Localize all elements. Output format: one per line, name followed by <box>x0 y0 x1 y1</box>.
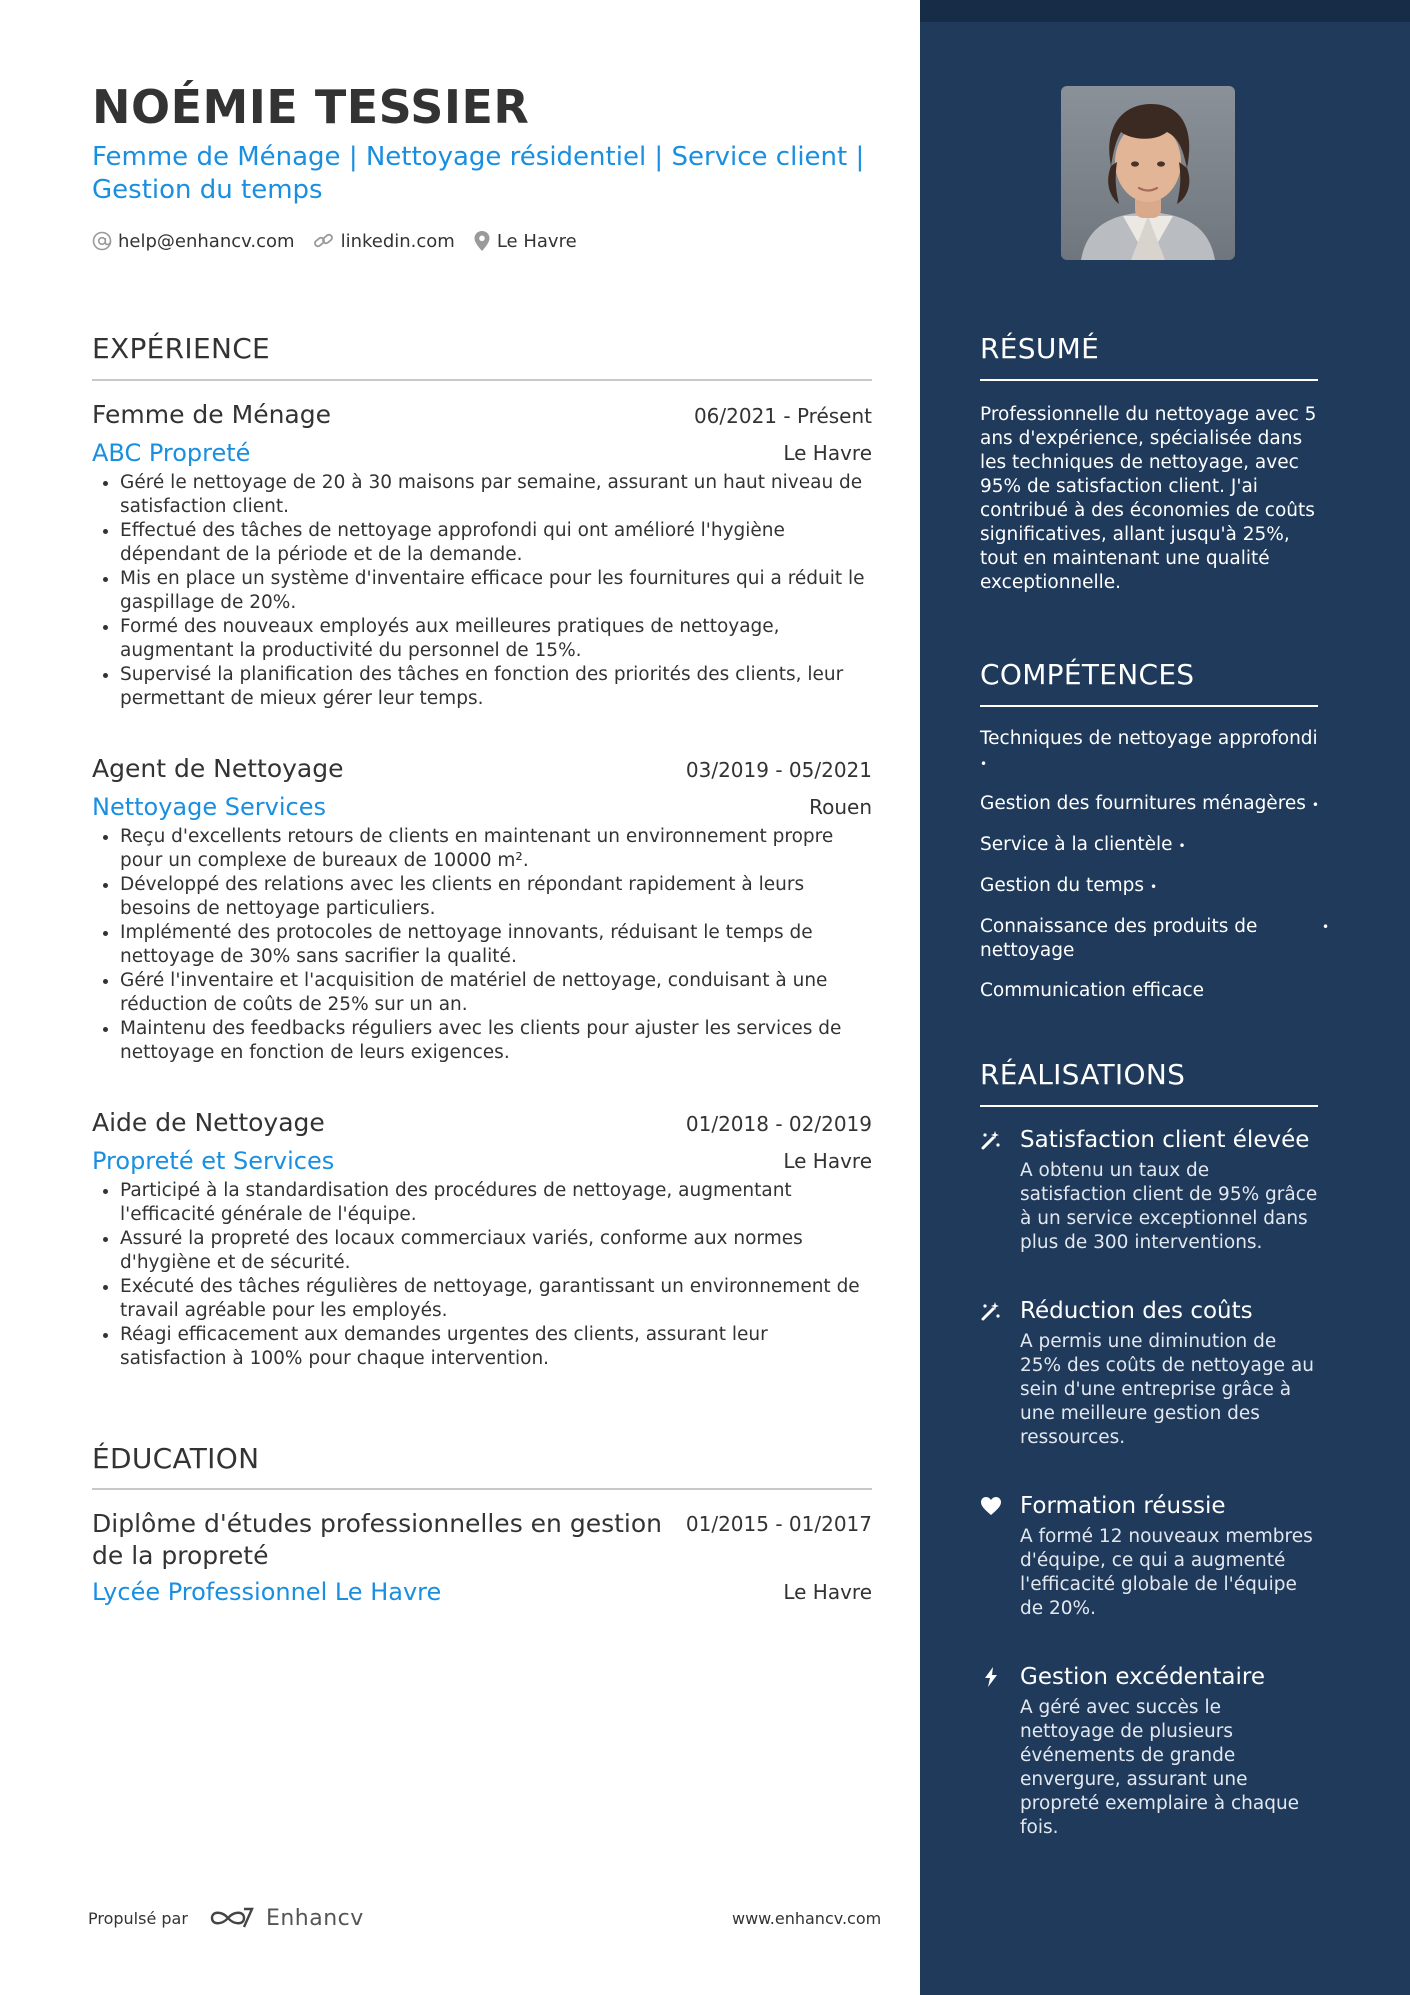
job-dates: 01/2018 - 02/2019 <box>685 1112 872 1136</box>
job-bullet: • Assuré la propreté des locaux commerciaux variés, conforme aux normes d'hygiène et de sécurité. <box>120 1227 872 1275</box>
job-bullet: • Formé des nouveaux employés aux meilleures pratiques de nettoyage, augmentant la productivité du personnel de 15%. <box>120 615 872 663</box>
wand-icon <box>980 1300 1002 1322</box>
top-accent-bar <box>920 0 1410 22</box>
job-bullets <box>92 471 872 711</box>
contact-bar <box>92 230 595 252</box>
candidate-name: NOÉMIE TESSIER <box>92 80 530 134</box>
job-bullets <box>92 825 872 1065</box>
location-text: Le Havre <box>496 230 577 252</box>
link-icon <box>313 231 335 251</box>
enhancv-logo-icon <box>208 1905 256 1931</box>
job-bullet: • Implémenté des protocoles de nettoyage innovants, réduisant le temps de nettoyage de 30% sans sacrifier la qualité. <box>120 921 872 969</box>
education-school: Lycée Professionnel Le Havre <box>92 1578 442 1606</box>
profile-portrait <box>1061 86 1235 260</box>
achievement-item <box>980 1491 1330 1621</box>
education-degree: Diplôme d'études professionnelles en gestion de la propreté <box>92 1509 662 1570</box>
job-bullets <box>92 1179 872 1371</box>
at-icon <box>92 231 112 251</box>
wand-icon <box>980 1129 1002 1151</box>
skill-separator-dot: • <box>980 757 988 771</box>
skill-separator-dot: • <box>1149 880 1158 894</box>
skill-label: Service à la clientèle <box>980 834 1173 855</box>
footer-website[interactable]: www.enhancv.com <box>732 1909 882 1928</box>
contact-email[interactable] <box>92 231 295 252</box>
skill-separator-dot: • <box>1322 920 1330 934</box>
job-company: Propreté et Services <box>92 1147 335 1175</box>
contact-location <box>473 230 577 252</box>
achievement-desc: A obtenu un taux de satisfaction client de 95% grâce à un service exceptionnel dans plus de 300 interventions. <box>1020 1160 1318 1253</box>
skill-item <box>980 979 1330 1003</box>
job-role: Aide de Nettoyage <box>92 1108 325 1137</box>
education-heading: ÉDUCATION <box>92 1442 260 1475</box>
job-entry <box>92 754 872 1065</box>
job-bullet: • Participé à la standardisation des procédures de nettoyage, augmentant l'efficacité générale de l'équipe. <box>120 1179 872 1227</box>
skill-label: Gestion du temps <box>980 875 1145 896</box>
achievement-title: Gestion excédentaire <box>1020 1664 1266 1690</box>
job-bullet: • Géré le nettoyage de 20 à 30 maisons par semaine, assurant un haut niveau de satisfaction client. <box>120 471 872 519</box>
enhancv-logo[interactable] <box>208 1905 364 1931</box>
achievements-divider <box>980 1105 1318 1107</box>
candidate-title: Femme de Ménage | Nettoyage résidentiel | Service client | Gestion du temps <box>92 142 865 205</box>
job-bullet: • Supervisé la planification des tâches en fonction des priorités des clients, leur permettant de mieux gérer leur temps. <box>120 663 872 711</box>
job-location: Rouen <box>809 795 872 819</box>
job-bullet: • Effectué des tâches de nettoyage approfondi qui ont amélioré l'hygiène dépendant de la période et de la demande. <box>120 519 872 567</box>
education-entry <box>92 1508 872 1606</box>
achievement-item <box>980 1125 1330 1255</box>
skill-item <box>980 727 1330 776</box>
job-dates: 03/2019 - 05/2021 <box>685 758 872 782</box>
experience-divider <box>92 379 872 381</box>
summary-heading: RÉSUMÉ <box>980 332 1100 365</box>
skill-label: Gestion des fournitures ménagères <box>980 793 1306 814</box>
achievement-title: Réduction des coûts <box>1020 1298 1253 1324</box>
skill-label: Techniques de nettoyage approfondi <box>980 728 1318 749</box>
skill-separator-dot: • <box>1311 798 1319 812</box>
heart-icon <box>980 1495 1002 1517</box>
skill-item <box>980 792 1330 817</box>
job-entry <box>92 400 872 711</box>
achievement-desc: A géré avec succès le nettoyage de plusieurs événements de grande envergure, assurant une propreté exemplaire à chaque fois. <box>1020 1697 1300 1838</box>
skill-item <box>980 915 1330 963</box>
job-role: Agent de Nettoyage <box>92 754 344 783</box>
achievement-item <box>980 1296 1330 1450</box>
achievement-desc: A formé 12 nouveaux membres d'équipe, ce qui a augmenté l'efficacité globale de l'équipe de 20%. <box>1020 1526 1313 1619</box>
summary-divider <box>980 379 1318 381</box>
job-bullet: • Maintenu des feedbacks réguliers avec les clients pour ajuster les services de nettoyage en fonction de leurs exigences. <box>120 1017 872 1065</box>
job-bullet: • Exécuté des tâches régulières de nettoyage, garantissant un environnement de travail agréable pour les employés. <box>120 1275 872 1323</box>
powered-by-label: Propulsé par <box>88 1908 188 1928</box>
achievements-heading: RÉALISATIONS <box>980 1058 1186 1091</box>
bolt-icon <box>980 1666 1002 1688</box>
skill-label: Connaissance des produits de nettoyage <box>980 916 1258 961</box>
job-bullet: • Mis en place un système d'inventaire efficace pour les fournitures qui a réduit le gaspillage de 20%. <box>120 567 872 615</box>
job-company: Nettoyage Services <box>92 793 326 821</box>
education-dates: 01/2015 - 01/2017 <box>685 1512 872 1536</box>
footer-branding <box>88 1905 364 1931</box>
education-divider <box>92 1488 872 1490</box>
skills-heading: COMPÉTENCES <box>980 658 1195 691</box>
achievement-title: Satisfaction client élevée <box>1020 1127 1310 1153</box>
skill-separator-dot: • <box>1178 839 1186 853</box>
skills-list <box>980 727 1330 1019</box>
experience-heading: EXPÉRIENCE <box>92 332 271 365</box>
achievement-title: Formation réussie <box>1020 1493 1226 1519</box>
job-bullet: • Géré l'inventaire et l'acquisition de matériel de nettoyage, conduisant à une réduction de coûts de 25% sur un an. <box>120 969 872 1017</box>
linkedin-text: linkedin.com <box>340 230 455 252</box>
job-location: Le Havre <box>783 1149 872 1173</box>
achievement-item <box>980 1662 1330 1840</box>
job-dates: 06/2021 - Présent <box>693 404 872 428</box>
job-bullet: • Reçu d'excellents retours de clients en maintenant un environnement propre pour un complexe de bureaux de 10000 m². <box>120 825 872 873</box>
skill-item <box>980 874 1330 899</box>
skills-divider <box>980 705 1318 707</box>
achievement-desc: A permis une diminution de 25% des coûts de nettoyage au sein d'une entreprise grâce à une meilleure gestion des ressources. <box>1020 1331 1314 1448</box>
contact-linkedin[interactable] <box>313 231 455 252</box>
job-bullet: • Développé des relations avec les clients en répondant rapidement à leurs besoins de nettoyage particuliers. <box>120 873 872 921</box>
enhancv-brand-text: Enhancv <box>265 1905 364 1931</box>
email-text: help@enhancv.com <box>118 230 295 252</box>
job-entry <box>92 1108 872 1371</box>
summary-text: Professionnelle du nettoyage avec 5 ans d'expérience, spécialisée dans les techniques de nettoyage, avec 95% de satisfaction client. J'ai contribué à des économies de coûts significatives, allant jusqu'à 25%, tout en maintenant une qualité exceptionnelle. <box>980 404 1317 593</box>
skill-item <box>980 833 1330 858</box>
job-role: Femme de Ménage <box>92 400 331 429</box>
job-location: Le Havre <box>783 441 872 465</box>
location-pin-icon <box>473 230 491 252</box>
profile-photo <box>1061 86 1235 260</box>
education-location: Le Havre <box>783 1580 872 1604</box>
job-company: ABC Propreté <box>92 439 251 467</box>
skill-label: Communication efficace <box>980 980 1205 1001</box>
job-bullet: • Réagi efficacement aux demandes urgentes des clients, assurant leur satisfaction à 100% pour chaque intervention. <box>120 1323 872 1371</box>
